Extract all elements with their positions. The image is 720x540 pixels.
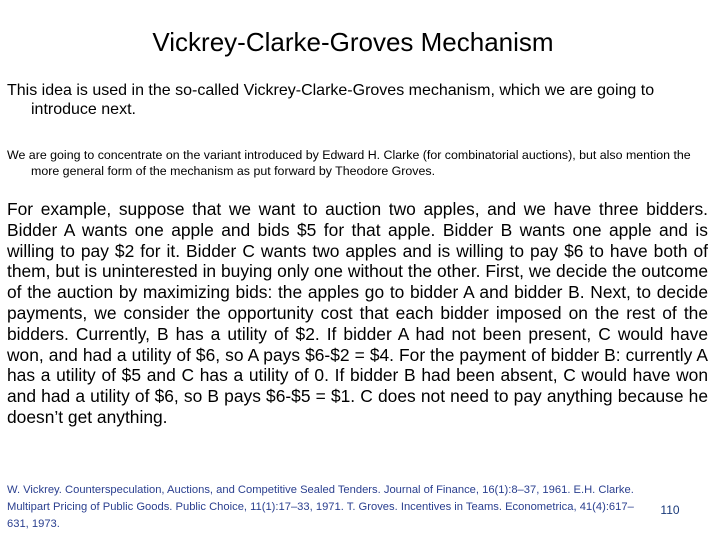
references: W. Vickrey. Counterspeculation, Auctions, and Competitive Sealed Tenders. Journal of Finance, 16(1):8–37, 1961. E.H. Clarke. Multipart Pricing of Public Goods. Public Choice, 11(1):17–33, 1971. T. Groves. Incentives in Teams. Econometrica, 41(4):617–631, 1973. [7,484,634,530]
variant-paragraph: We are going to concentrate on the variant introduced by Edward H. Clarke (for combinatorial auctions), but also mention the more general form of the mechanism as put forward by Theodore Groves. [7,148,691,178]
page-number: 110 [660,503,680,517]
intro-paragraph: This idea is used in the so-called Vickrey-Clarke-Groves mechanism, which we are going to introduce next. [7,82,655,118]
example-paragraph: For example, suppose that we want to auction two apples, and we have three bidders. Bidder A wants one apple and bids $5 for that apple. Bidder B wants one apple and is willing to pay $2 for it. Bidder C wants two apples and is willing to pay $6 to have both of them, but is uninterested in buying only one without the other. First, we decide the outcome of the auction by maximizing bids: the apples go to bidder A and bidder B. Next, to decide payments, we consider the opportunity cost that each bidder imposed on the rest of the bidders. Currently, B has a utility of $2. If bidder A had not been present, C would have won, and had a utility of $6, so A pays $6-$2 = $4. For the payment of bidder B: currently A has a utility of $5 and C has a utility of 0. If bidder B had been absent, C would have won and had a utility of $6, so B pays $6-$5 = $1. C does not need to pay anything because he doesn’t get anything. [7,199,708,427]
slide-title: Vickrey-Clarke-Groves Mechanism [152,27,554,57]
